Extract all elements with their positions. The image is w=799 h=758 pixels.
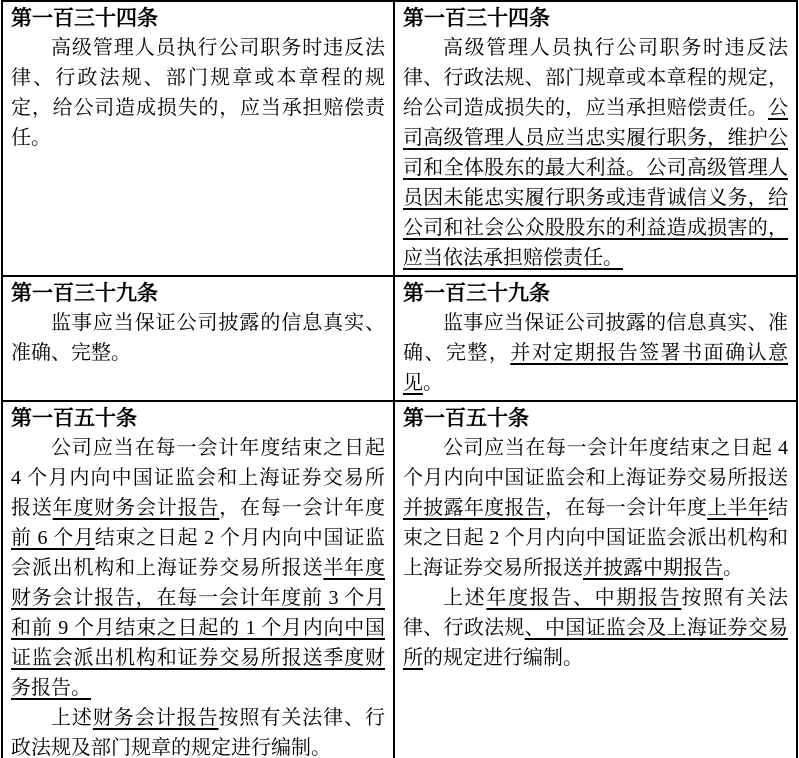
text-segment: 公司应当在每一会计年度结束之日起 4 个月内向中国证监会和上海证券交易所报送	[403, 437, 788, 489]
clause-paragraph	[11, 703, 385, 758]
amended-text-segment: 年度财务会计报告	[52, 497, 220, 519]
text-segment: 按照有关法律、行政法规及	[11, 707, 386, 758]
article-heading: 第一百三十九条	[11, 281, 158, 305]
clause-paragraph	[11, 433, 385, 703]
text-segment: 监事应当保证公司披露的信息真实、准确、完整。	[11, 312, 385, 364]
text-segment: 。	[723, 557, 743, 579]
amended-text-segment: 财务会计报告	[92, 707, 219, 729]
text-segment: 公司应当在每一会计年度结束之日起 4 个月内向中国证监会和上海证券交易所报送	[11, 437, 385, 519]
text-segment: ，在每一会计年度	[544, 497, 708, 519]
article-heading: 第一百三十四条	[11, 6, 158, 30]
amended-text-segment: 上半年	[707, 497, 769, 519]
article-heading: 第一百五十条	[403, 406, 529, 430]
amended-text-segment: 、中国证监会及上海证券交易所	[403, 617, 789, 669]
cell-article-139-amended	[394, 276, 797, 401]
text-segment: 结束之日起 2 个月内向中国证监会派出机构和上海证券交易所报送	[11, 527, 386, 579]
cell-article-139-original	[2, 276, 394, 401]
clause-paragraph	[403, 33, 788, 273]
text-segment: 高级管理人员执行公司职务时违反法律、行政法规、部门规章或本章程的规定，给公司造成损失的，应当承担赔偿责任。	[403, 37, 788, 119]
clause-paragraph	[11, 33, 385, 153]
article-heading: 第一百三十四条	[403, 6, 550, 30]
cell-article-134-amended	[394, 1, 797, 276]
table-row-article-134	[2, 1, 797, 276]
amended-text-segment: 年度报告、中期报告	[486, 587, 682, 609]
charter-comparison-table	[1, 0, 798, 758]
text-segment: ，在每一会计年度	[219, 497, 386, 519]
cell-article-150-original	[2, 401, 394, 758]
clause-paragraph	[11, 308, 385, 368]
text-segment: 。	[423, 372, 443, 394]
cell-article-134-original	[2, 1, 394, 276]
article-heading: 第一百三十九条	[403, 281, 550, 305]
text-segment: 上述	[443, 587, 487, 609]
text-segment: 高级管理人员执行公司职务时违反法律、行政法规、部门规章或本章程的规定，给公司造成损失的，应当承担赔偿责任。	[11, 37, 385, 149]
amended-text-segment: 并对定期报告签署书面确认意见	[403, 342, 789, 394]
text-segment: 的规定进行编制。	[171, 737, 331, 758]
amended-text-segment: 部门规章	[91, 737, 171, 758]
clause-paragraph	[403, 583, 788, 673]
cell-article-150-amended	[394, 401, 797, 758]
clause-paragraph	[403, 308, 788, 398]
amended-text-segment: 并披露中期报告	[583, 557, 723, 579]
article-heading: 第一百五十条	[11, 406, 137, 430]
amended-text-segment: 前 6 个月	[11, 527, 95, 549]
text-segment: 按照有关法律、行政法规	[403, 587, 789, 639]
amended-text-segment: 公司高级管理人员应当忠实履行职务，维护公司和全体股东的最大利益。公司高级管理人员因未能忠实履行职务或违背诚信义务，给公司和社会公众股股东的利益造成损害的，应当依法承担赔偿责任。	[403, 97, 788, 269]
table-row-article-139	[2, 276, 797, 401]
amended-text-segment: 并披露年度报告	[403, 497, 545, 519]
text-segment: 监事应当保证公司披露的信息真实、准确、完整，	[403, 312, 788, 364]
table-row-article-150	[2, 401, 797, 758]
text-segment: 结束之日起 2 个月内向中国证监会派出机构和上海证券交易所报送	[403, 497, 789, 579]
amended-text-segment: 半年度财务会计报告，在每一会计年度前 3 个月和前 9 个月结束之日起的 1 个月内向中国证监会派出机构和证券交易所报送季度财务报告。	[11, 557, 386, 699]
text-segment: 上述	[51, 707, 93, 729]
clause-paragraph	[403, 433, 788, 583]
text-segment: 的规定进行编制。	[423, 647, 583, 669]
